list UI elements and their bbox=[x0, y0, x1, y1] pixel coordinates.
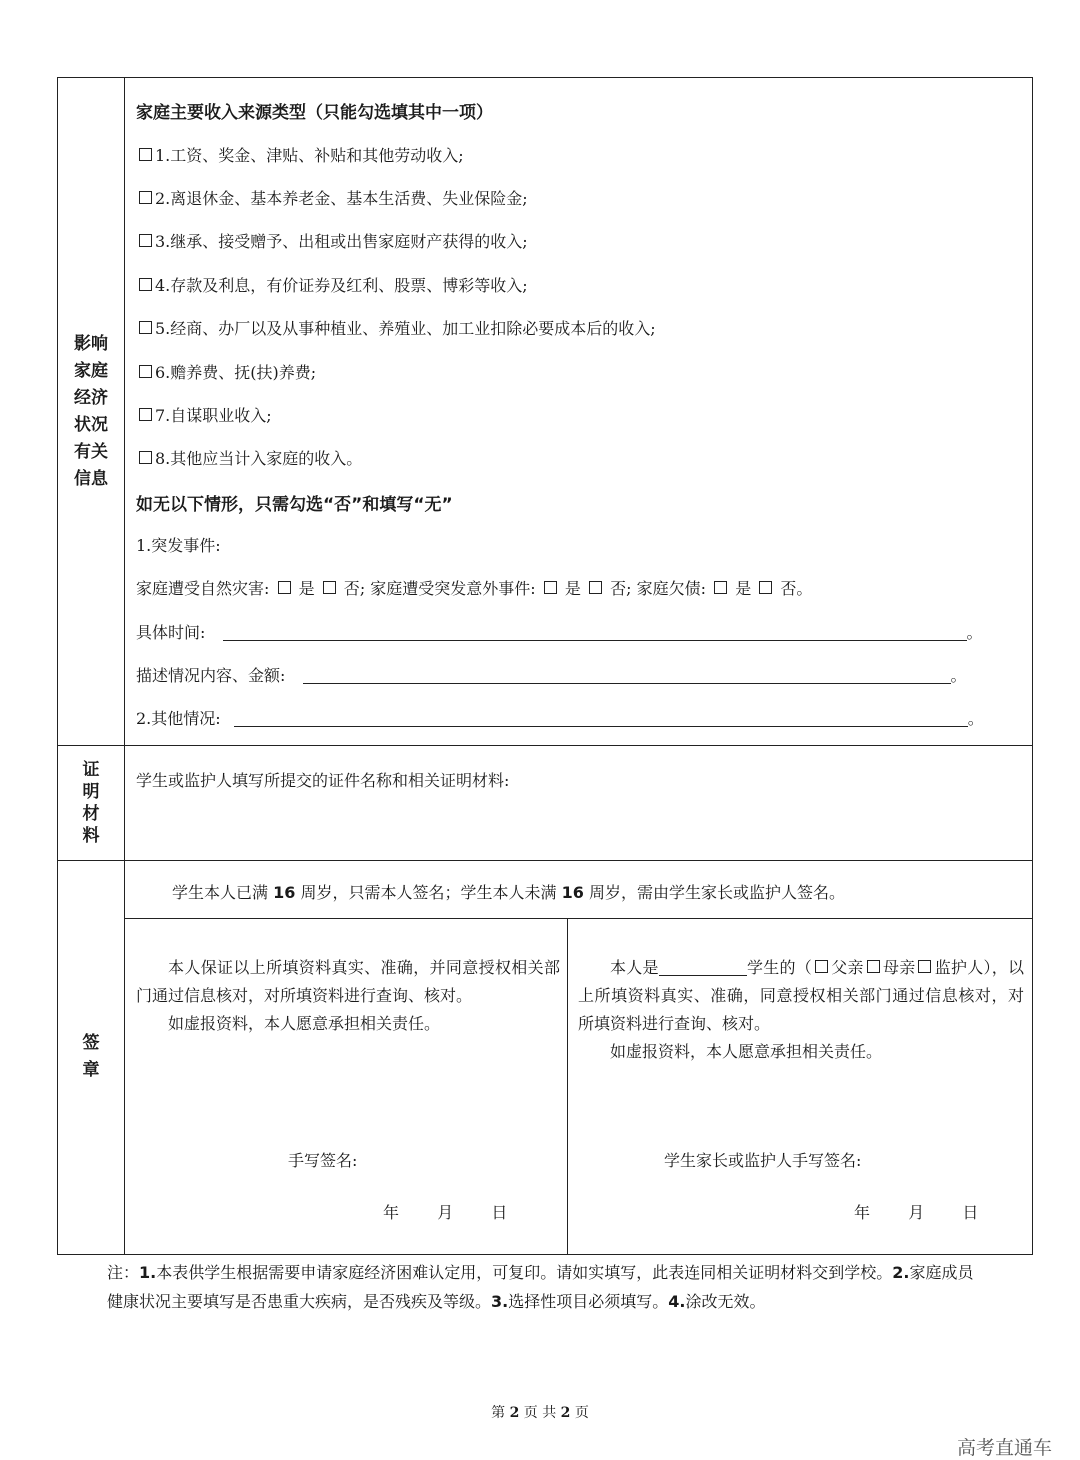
income-option-6[interactable]: 6.赡养费、抚(扶)养费; bbox=[136, 360, 316, 383]
accident-no-checkbox[interactable] bbox=[589, 581, 602, 594]
economic-info-label: 影响家庭经济状况有关信息 bbox=[74, 333, 108, 489]
checkbox-icon[interactable] bbox=[139, 191, 152, 204]
page-number: 第 2 页 共 2 页 bbox=[491, 1405, 589, 1421]
checkbox-icon[interactable] bbox=[139, 365, 152, 378]
guardian-sign-date[interactable]: 年 月 日 bbox=[854, 1203, 979, 1222]
income-option-7[interactable]: 7.自谋职业收入; bbox=[136, 403, 272, 426]
debt-no-checkbox[interactable] bbox=[759, 581, 772, 594]
emergency-title: 1.突发事件: bbox=[136, 536, 221, 555]
checkbox-icon[interactable] bbox=[139, 278, 152, 291]
income-option-4[interactable]: 4.存款及利息，有价证券及红利、股票、博彩等收入; bbox=[136, 273, 528, 296]
row-divider-2 bbox=[58, 860, 1032, 861]
proof-prompt: 学生或监护人填写所提交的证件名称和相关证明材料: bbox=[136, 771, 510, 790]
income-option-2[interactable]: 2.离退休金、基本养老金、基本生活费、失业保险金; bbox=[136, 186, 528, 209]
other-situation-field[interactable] bbox=[234, 710, 968, 727]
student-pledge: 本人保证以上所填资料真实、准确，并同意授权相关部门通过信息核对，对所填资料进行查询、核对。 如虚报资料，本人愿意承担相关责任。 bbox=[136, 958, 560, 1033]
income-option-5[interactable]: 5.经商、办厂以及从事种植业、养殖业、加工业扣除必要成本后的收入; bbox=[136, 316, 656, 339]
guardian-signature-label[interactable]: 学生家长或监护人手写签名: bbox=[664, 1151, 862, 1170]
form-footnote: 注：1.本表供学生根据需要申请家庭经济困难认定用，可复印。请如实填写，此表连同相关证明材料交到学校。2.家庭成员健康状况主要填写是否患重大疾病，是否残疾及等级。3.选择性项目必须填写。4.涂改无效。 bbox=[107, 1263, 974, 1311]
student-signature-label[interactable]: 手写签名: bbox=[288, 1151, 358, 1170]
specific-time-field[interactable] bbox=[223, 624, 967, 641]
specific-time-line: 具体时间: 。 bbox=[136, 623, 983, 642]
income-option-3[interactable]: 3.继承、接受赠予、出租或出售家庭财产获得的收入; bbox=[136, 229, 528, 252]
income-option-8[interactable]: 8.其他应当计入家庭的收入。 bbox=[136, 446, 362, 469]
row-divider-1 bbox=[58, 745, 1032, 746]
father-checkbox[interactable] bbox=[815, 960, 828, 973]
watermark-text: 高考直通车 bbox=[956, 1437, 1052, 1459]
checkbox-icon[interactable] bbox=[139, 321, 152, 334]
description-field[interactable] bbox=[303, 667, 951, 684]
guardian-pledge: 本人是 学生的（ 父亲 母亲 监护人），以上所填资料真实、准确，同意授权相关部门通过信息核对，对所填资料进行查询、核对。 如虚报资料，本人愿意承担相关责任。 bbox=[578, 958, 1024, 1061]
student-sign-date[interactable]: 年 月 日 bbox=[383, 1203, 508, 1222]
signature-age-note: 学生本人已满 16 周岁，只需本人签名；学生本人未满 16 周岁，需由学生家长或监护人签名。 bbox=[172, 883, 845, 902]
checkbox-icon[interactable] bbox=[139, 148, 152, 161]
emergency-options-line: 家庭遭受自然灾害: 是 否; 家庭遭受突发意外事件: 是 否; 家庭欠债: 是 否。 bbox=[136, 579, 813, 598]
accident-yes-checkbox[interactable] bbox=[544, 581, 557, 594]
signature-column-divider bbox=[567, 918, 568, 1254]
other-situation-line: 2.其他情况: 。 bbox=[136, 709, 984, 728]
application-form-table bbox=[57, 77, 1033, 1255]
student-name-field[interactable] bbox=[659, 957, 747, 976]
guardian-checkbox[interactable] bbox=[918, 960, 931, 973]
checkbox-icon[interactable] bbox=[139, 234, 152, 247]
income-heading: 家庭主要收入来源类型（只能勾选填其中一项） bbox=[136, 103, 493, 123]
income-option-1[interactable]: 1.工资、奖金、津贴、补贴和其他劳动收入; bbox=[136, 143, 464, 166]
mother-checkbox[interactable] bbox=[867, 960, 880, 973]
signature-note-divider bbox=[124, 918, 1032, 919]
debt-yes-checkbox[interactable] bbox=[714, 581, 727, 594]
disaster-yes-checkbox[interactable] bbox=[278, 581, 291, 594]
description-line: 描述情况内容、金额: 。 bbox=[136, 666, 967, 685]
proof-label: 证明材料 bbox=[82, 759, 100, 846]
emergency-heading: 如无以下情形，只需勾选“否”和填写“无” bbox=[136, 495, 453, 515]
checkbox-icon[interactable] bbox=[139, 451, 152, 464]
checkbox-icon[interactable] bbox=[139, 408, 152, 421]
signature-label: 签章 bbox=[82, 1033, 100, 1080]
label-column-divider bbox=[124, 78, 125, 1254]
disaster-no-checkbox[interactable] bbox=[323, 581, 336, 594]
